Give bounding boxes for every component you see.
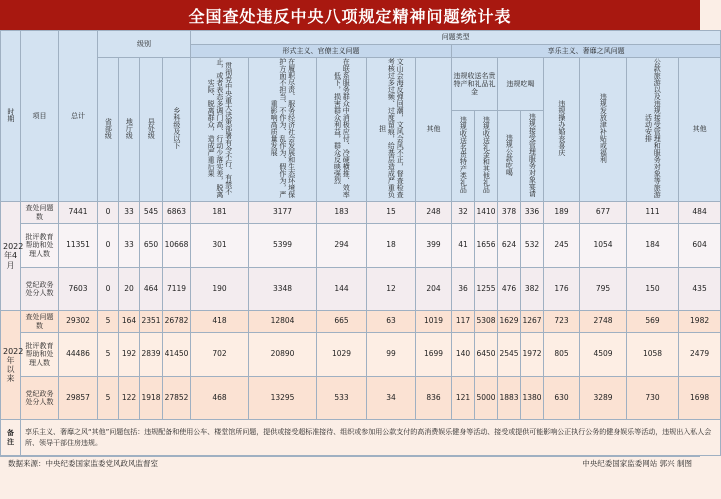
data-cell: 27852: [163, 377, 191, 420]
data-cell: 2545: [498, 333, 521, 377]
data-cell: 730: [627, 377, 679, 420]
data-cell: 99: [367, 333, 416, 377]
data-cell: 569: [627, 311, 679, 333]
data-cell: 301: [191, 224, 249, 268]
data-cell: 677: [580, 202, 627, 224]
data-cell: 150: [627, 268, 679, 311]
data-cell: 624: [498, 224, 521, 268]
data-cell: 15: [367, 202, 416, 224]
data-cell: 7441: [59, 202, 98, 224]
data-cell: 545: [140, 202, 163, 224]
data-cell: 294: [317, 224, 367, 268]
data-cell: 36: [452, 268, 475, 311]
data-cell: 183: [317, 202, 367, 224]
data-cell: 6450: [475, 333, 498, 377]
data-cell: 1656: [475, 224, 498, 268]
data-cell: 1918: [140, 377, 163, 420]
header-formalism-2: 在联系服务群众中消极应付、冷硬横推、效率低下，损害群众利益，群众反映强烈: [317, 58, 367, 202]
header-level-3: 乡科级及以下: [163, 58, 191, 202]
data-cell: 1972: [521, 333, 544, 377]
data-cell: 382: [521, 268, 544, 311]
data-cell: 399: [416, 224, 452, 268]
data-cell: 63: [367, 311, 416, 333]
data-cell: 1058: [627, 333, 679, 377]
table-row: [1, 224, 721, 268]
header-hedonism-2: 公款旅游以及违规接受管理和服务对象等旅游活动安排: [627, 58, 679, 202]
data-cell: 1380: [521, 377, 544, 420]
data-cell: 533: [317, 377, 367, 420]
row-item-label: 党纪政务处分人数: [21, 377, 59, 420]
data-cell: 10668: [163, 224, 191, 268]
header-formalism-3: 文山会海反弹回潮，文风会风不正，督查检查考核过多过频、过度留痕，给基层造成严重负担: [367, 58, 416, 202]
data-cell: 1255: [475, 268, 498, 311]
header-period: 时期: [1, 31, 21, 202]
data-cell: 192: [119, 333, 140, 377]
table-row: [1, 268, 721, 311]
section-year-to-date: [1, 311, 721, 420]
header-hedonism-1: 违规发放津补贴或福利: [580, 58, 627, 202]
row-item-label: 党纪政务处分人数: [21, 268, 59, 311]
header-type-group: 问题类型: [191, 31, 721, 45]
header-meal-sub-0: 违规公款吃喝: [498, 111, 521, 202]
data-cell: 12804: [249, 311, 317, 333]
data-cell: 5: [98, 377, 119, 420]
data-cell: 33: [119, 224, 140, 268]
data-cell: 26782: [163, 311, 191, 333]
footer: [0, 456, 700, 470]
page-title: 全国查处违反中央八项规定精神问题统计表: [0, 0, 700, 30]
row-item-label: 查处问题数: [21, 311, 59, 333]
data-cell: 5308: [475, 311, 498, 333]
header-gift-group: 违规收送名贵特产和礼品礼金: [452, 58, 498, 111]
data-cell: 836: [416, 377, 452, 420]
data-cell: 11351: [59, 224, 98, 268]
data-cell: 2351: [140, 311, 163, 333]
data-cell: 476: [498, 268, 521, 311]
data-cell: 32: [452, 202, 475, 224]
data-cell: 1629: [498, 311, 521, 333]
data-cell: 468: [191, 377, 249, 420]
data-cell: 4509: [580, 333, 627, 377]
data-cell: 111: [627, 202, 679, 224]
data-cell: 140: [452, 333, 475, 377]
data-cell: 1410: [475, 202, 498, 224]
header-gift-sub-0: 违规收送名贵特产类礼品: [452, 111, 475, 202]
data-cell: 795: [580, 268, 627, 311]
table-row: [1, 202, 721, 224]
header-hedonism-3: 其他: [679, 58, 721, 202]
data-cell: 144: [317, 268, 367, 311]
data-cell: 7119: [163, 268, 191, 311]
data-cell: 665: [317, 311, 367, 333]
data-cell: 204: [416, 268, 452, 311]
data-cell: 1883: [498, 377, 521, 420]
data-cell: 378: [498, 202, 521, 224]
data-cell: 532: [521, 224, 544, 268]
data-cell: 13295: [249, 377, 317, 420]
data-cell: 702: [191, 333, 249, 377]
data-cell: 3348: [249, 268, 317, 311]
header-level-0: 省部级: [98, 58, 119, 202]
data-cell: 184: [627, 224, 679, 268]
header-level-group: 级别: [98, 31, 191, 58]
data-cell: 7603: [59, 268, 98, 311]
header-hedonism-0: 违规操办婚丧喜庆: [544, 58, 580, 202]
data-cell: 464: [140, 268, 163, 311]
statistics-table: [0, 30, 721, 456]
header-formalism-0: 贯彻党中央重大决策部署有令不行、有禁不止，或者表态多调门高、行动少落实差，脱离实际、脱离群众，造成严重后果: [191, 58, 249, 202]
header-total: 总计: [59, 31, 98, 202]
data-cell: 181: [191, 202, 249, 224]
footer-credit: 中央纪委国家监委网站 郭兴 制图: [582, 459, 692, 468]
data-cell: 336: [521, 202, 544, 224]
table-row: [1, 377, 721, 420]
table-row: [1, 333, 721, 377]
data-cell: 41: [452, 224, 475, 268]
table-row: [1, 311, 721, 333]
data-cell: 0: [98, 224, 119, 268]
data-cell: 2479: [679, 333, 721, 377]
data-cell: 122: [119, 377, 140, 420]
data-cell: 650: [140, 224, 163, 268]
period-cell: 2022年以来: [1, 311, 21, 420]
data-cell: 1699: [416, 333, 452, 377]
data-cell: 630: [544, 377, 580, 420]
data-cell: 1698: [679, 377, 721, 420]
data-cell: 245: [544, 224, 580, 268]
data-cell: 1029: [317, 333, 367, 377]
period-cell: 2022年4月: [1, 202, 21, 311]
data-cell: 805: [544, 333, 580, 377]
data-cell: 176: [544, 268, 580, 311]
data-cell: 12: [367, 268, 416, 311]
data-cell: 0: [98, 268, 119, 311]
row-item-label: 批评教育帮助和处理人数: [21, 224, 59, 268]
data-cell: 1019: [416, 311, 452, 333]
header-gift-sub-1: 违规收送礼金和其他礼品: [475, 111, 498, 202]
data-cell: 6863: [163, 202, 191, 224]
data-cell: 2839: [140, 333, 163, 377]
header-meal-group: 违规吃喝: [498, 58, 544, 111]
header-item: 项目: [21, 31, 59, 202]
data-cell: 117: [452, 311, 475, 333]
header-level-2: 县处级: [140, 58, 163, 202]
data-cell: 33: [119, 202, 140, 224]
data-cell: 29302: [59, 311, 98, 333]
data-cell: 604: [679, 224, 721, 268]
data-cell: 20: [119, 268, 140, 311]
data-cell: 5399: [249, 224, 317, 268]
data-cell: 1267: [521, 311, 544, 333]
data-cell: 121: [452, 377, 475, 420]
header-meal-sub-1: 违规接受管理服务对象宴请: [521, 111, 544, 202]
header-formalism-1: 在履职尽责、服务经济社会发展和生态环境保护方面不担当、不作为、乱作为、假作为，严重影响高质量发展: [249, 58, 317, 202]
section-monthly: [1, 202, 721, 311]
data-cell: 1054: [580, 224, 627, 268]
data-cell: 20890: [249, 333, 317, 377]
data-cell: 435: [679, 268, 721, 311]
data-cell: 1982: [679, 311, 721, 333]
data-cell: 189: [544, 202, 580, 224]
row-item-label: 查处问题数: [21, 202, 59, 224]
data-cell: 164: [119, 311, 140, 333]
data-cell: 190: [191, 268, 249, 311]
data-cell: 3177: [249, 202, 317, 224]
data-cell: 3289: [580, 377, 627, 420]
data-cell: 44486: [59, 333, 98, 377]
row-item-label: 批评教育帮助和处理人数: [21, 333, 59, 377]
data-cell: 484: [679, 202, 721, 224]
header-formalism-4: 其他: [416, 58, 452, 202]
header-formalism-group: 形式主义、官僚主义问题: [191, 45, 452, 58]
header-hedonism-group: 享乐主义、奢靡之风问题: [452, 45, 721, 58]
data-cell: 5000: [475, 377, 498, 420]
note-text: 享乐主义、奢靡之风“其他”问题包括：违规配备和使用公车、楼堂馆所问题，提供或接受超标准接待、组织或参加用公款支付的高消费娱乐健身等活动、接受或提供可能影响公正执行公务的健身娱乐等活动，违规出入私人会所、领导干部住房违规。: [21, 420, 721, 456]
data-cell: 18: [367, 224, 416, 268]
footer-source: 数据来源：中央纪委国家监委党风政风监督室: [8, 459, 158, 468]
data-cell: 29857: [59, 377, 98, 420]
data-cell: 0: [98, 202, 119, 224]
header-level-1: 地厅级: [119, 58, 140, 202]
data-cell: 5: [98, 311, 119, 333]
data-cell: 34: [367, 377, 416, 420]
data-cell: 41450: [163, 333, 191, 377]
data-cell: 5: [98, 333, 119, 377]
data-cell: 2748: [580, 311, 627, 333]
data-cell: 248: [416, 202, 452, 224]
data-cell: 723: [544, 311, 580, 333]
note-label: 备注: [1, 420, 21, 456]
data-cell: 418: [191, 311, 249, 333]
